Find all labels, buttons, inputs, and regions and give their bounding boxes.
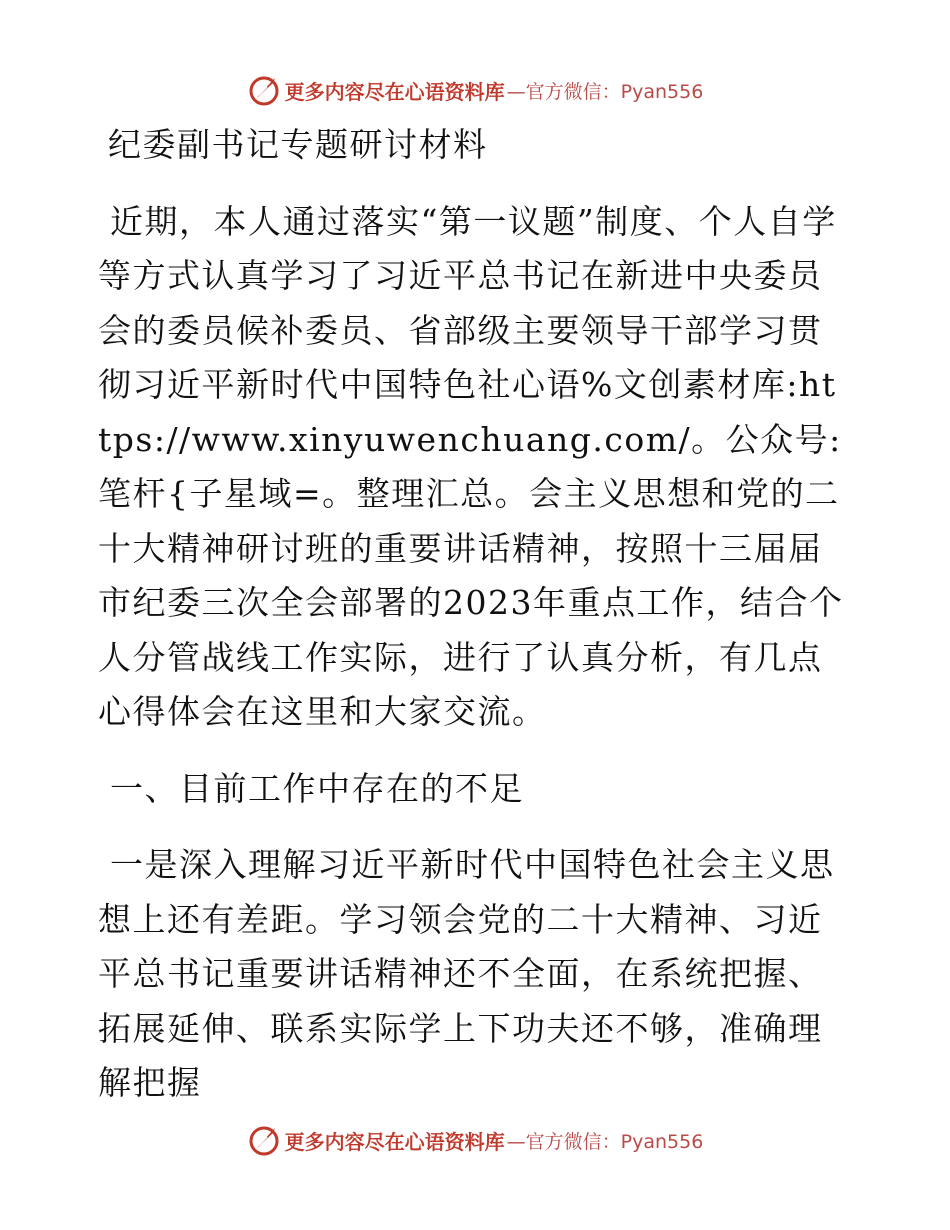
watermark-contact: —官方微信：Pyan556 [506,80,704,103]
paragraph-point-one: 一是深入理解习近平新时代中国特色社会主义思想上还有差距。学习领会党的二十大精神、习近平总书记重要讲话精神还不全面，在系统把握、拓展延伸、联系实际学上下功夫还不够，准确理解把握 [98,845,835,1102]
quill-logo-icon [247,73,281,107]
section-heading: 一、目前工作中存在的不足 [110,768,524,808]
quill-logo-icon [247,1123,281,1157]
footer-watermark [0,1120,950,1160]
watermark-brand: 更多内容尽在心语资料库 [284,1129,505,1154]
document-body [98,118,850,1111]
header-watermark [0,70,950,110]
watermark-contact: —官方微信：Pyan556 [506,1130,704,1153]
paragraph-intro: 近期，本人通过落实“第一议题”制度、个人自学等方式认真学习了习近平总书记在新进中央委员会的委员候补委员、省部级主要领导干部学习贯彻习近平新时代中国特色社心语%文创素材库:https://www.xinyuwenchuang.com/。公众号: 笔杆{子星域=。整理汇总。会主义思想和党的二十大精神研讨班的重要讲话精神，按照十三届届市纪委三次全会部署的2023年重点工作，结合个人分管战线工作实际，进行了认真分析，有几点心得体会在这里和大家交流。 [98,201,844,731]
watermark-brand: 更多内容尽在心语资料库 [284,79,505,104]
document-title: 纪委副书记专题研讨材料 [108,125,488,164]
